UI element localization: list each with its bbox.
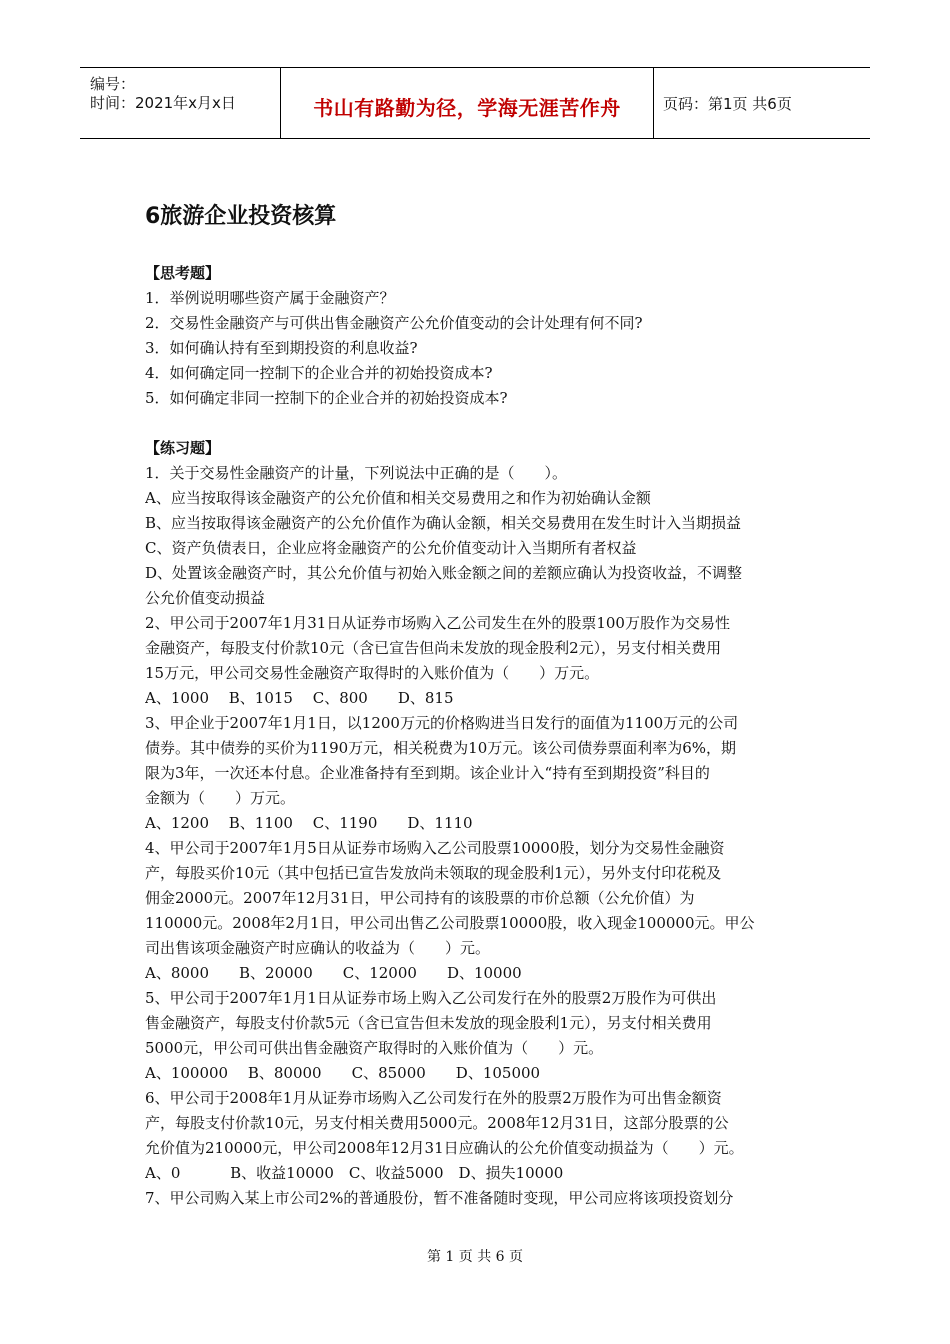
text-line: C、资产负债表日，企业应将金融资产的公允价值变动计入当期所有者权益 bbox=[145, 539, 637, 557]
text-line: 7、甲公司购入某上市公司2%的普通股份，暂不准备随时变现，甲公司应将该项投资划分 bbox=[145, 1189, 734, 1207]
text-line: A、0 B、收益10000 C、收益5000 D、损失10000 bbox=[145, 1164, 564, 1182]
text-line: A、8000 B、20000 C、12000 D、10000 bbox=[145, 964, 522, 982]
text-line: A、100000 B、80000 C、85000 D、105000 bbox=[145, 1064, 541, 1082]
header-motto-cell bbox=[281, 68, 654, 138]
page-footer: 第 1 页 共 6 页 bbox=[426, 1249, 524, 1265]
document-number-label: 编号： bbox=[90, 75, 136, 93]
text-line: 3．如何确认持有至到期投资的利息收益? bbox=[145, 339, 418, 357]
text-line: 佣金2000元。2007年12月31日，甲公司持有的该股票的市价总额（公允价值）为 bbox=[145, 889, 695, 907]
text-line: 2、甲公司于2007年1月31日从证券市场购入乙公司发生在外的股票100万股作为交易性 bbox=[145, 614, 730, 632]
text-line: 110000元。2008年2月1日，甲公司出售乙公司股票10000股，收入现金100000元。甲公 bbox=[145, 914, 755, 932]
think-question-list bbox=[145, 286, 810, 411]
text-line: A、1000 B、1015 C、800 D、815 bbox=[145, 689, 454, 707]
think-section-heading: 【思考题】 bbox=[145, 264, 221, 282]
page-title: 6旅游企业投资核算 bbox=[145, 204, 337, 229]
text-line: 3、甲企业于2007年1月1日，以1200万元的价格购进当日发行的面值为1100万元的公司 bbox=[145, 714, 739, 732]
text-line: A、应当按取得该金融资产的公允价值和相关交易费用之和作为初始确认金额 bbox=[145, 489, 651, 507]
text-line: 2．交易性金融资产与可供出售金融资产公允价值变动的会计处理有何不同? bbox=[145, 314, 643, 332]
text-line: 产，每股买价10元（其中包括已宣告发放尚未领取的现金股利1元），另外支付印花税及 bbox=[145, 864, 722, 882]
text-line: 1．关于交易性金融资产的计量，下列说法中正确的是（ ）。 bbox=[145, 464, 568, 482]
text-line: 金融资产，每股支付价款10元（含已宣告但尚未发放的现金股利2元），另支付相关费用 bbox=[145, 639, 722, 657]
header-page-info: 页码：第1页 共6页 bbox=[663, 95, 792, 113]
text-line: 售金融资产，每股支付价款5元（含已宣告但未发放的现金股利1元），另支付相关费用 bbox=[145, 1014, 712, 1032]
text-line: 限为3年，一次还本付息。企业准备持有至到期。该企业计入“持有至到期投资”科目的 bbox=[145, 764, 710, 782]
practice-question-list bbox=[145, 461, 810, 1211]
text-line: 6、甲公司于2008年1月从证券市场购入乙公司发行在外的股票2万股作为可出售金额资 bbox=[145, 1089, 722, 1107]
text-line: 允价值为210000元，甲公司2008年12月31日应确认的公允价值变动损益为（ ）元。 bbox=[145, 1139, 744, 1157]
text-line: 4、甲公司于2007年1月5日从证券市场购入乙公司股票10000股，划分为交易性金融资 bbox=[145, 839, 725, 857]
text-line: B、应当按取得该金融资产的公允价值作为确认金额，相关交易费用在发生时计入当期损益 bbox=[145, 514, 742, 532]
text-line: A、1200 B、1100 C、1190 D、1110 bbox=[145, 814, 473, 832]
text-line: 公允价值变动损益 bbox=[145, 589, 266, 607]
header-page-cell bbox=[654, 68, 870, 138]
text-line: D、处置该金融资产时，其公允价值与初始入账金额之间的差额应确认为投资收益，不调整 bbox=[145, 564, 743, 582]
text-line: 产，每股支付价款10元，另支付相关费用5000元。2008年12月31日，这部分股票的公 bbox=[145, 1114, 729, 1132]
document-date-label: 时间：2021年x月x日 bbox=[90, 94, 236, 112]
header-info-cell bbox=[80, 68, 281, 138]
text-line: 15万元，甲公司交易性金融资产取得时的入账价值为（ ）万元。 bbox=[145, 664, 600, 682]
text-line: 司出售该项金融资产时应确认的收益为（ ）元。 bbox=[145, 939, 491, 957]
text-line: 债券。其中债券的买价为1190万元，相关税费为10万元。该公司债券票面利率为6%，期 bbox=[145, 739, 737, 757]
practice-section-heading: 【练习题】 bbox=[145, 439, 221, 457]
text-line: 4．如何确定同一控制下的企业合并的初始投资成本? bbox=[145, 364, 493, 382]
section-gap bbox=[145, 411, 810, 436]
text-line: 5．如何确定非同一控制下的企业合并的初始投资成本? bbox=[145, 389, 508, 407]
text-line: 1．举例说明哪些资产属于金融资产？ bbox=[145, 289, 395, 307]
text-line: 5000元，甲公司可供出售金融资产取得时的入账价值为（ ）元。 bbox=[145, 1039, 604, 1057]
header-motto: 书山有路勤为径，学海无涯苦作舟 bbox=[313, 96, 621, 120]
header-table bbox=[80, 67, 870, 139]
document-body bbox=[145, 261, 810, 1211]
text-line: 金额为（ ）万元。 bbox=[145, 789, 296, 807]
text-line: 5、甲公司于2007年1月1日从证券市场上购入乙公司发行在外的股票2万股作为可供出 bbox=[145, 989, 717, 1007]
